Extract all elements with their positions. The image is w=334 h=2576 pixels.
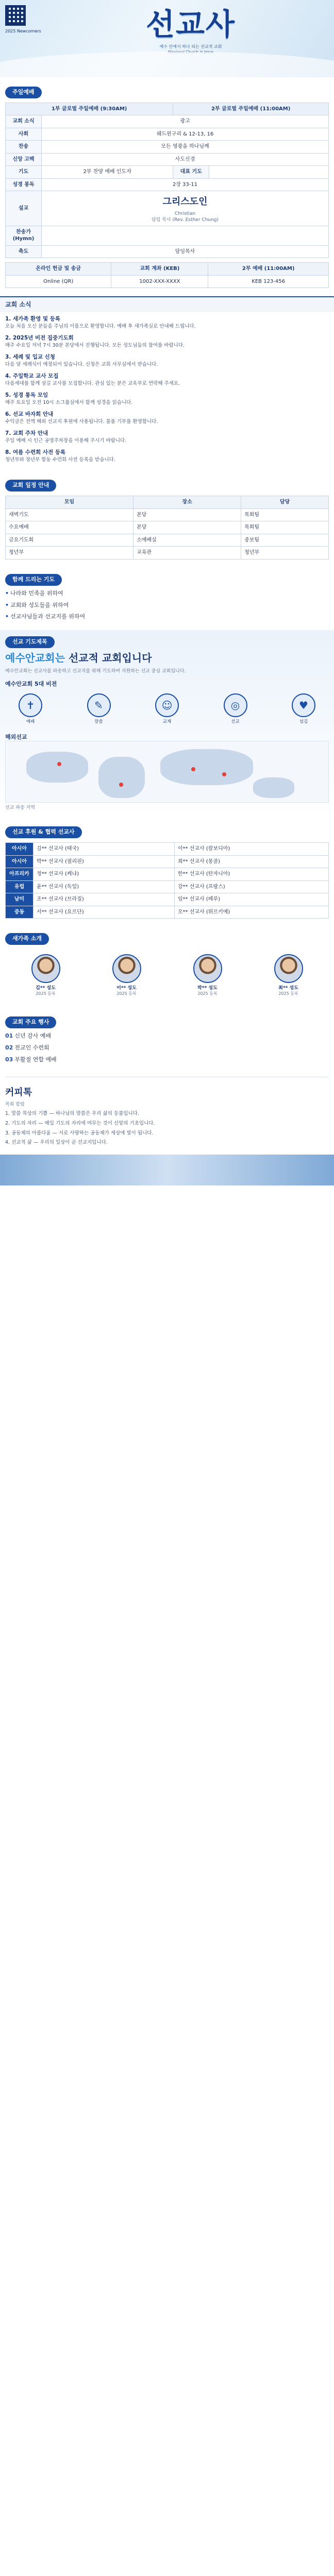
column-para: 1. 말씀 묵상의 기쁨 — 하나님의 말씀은 우리 삶의 등불입니다. <box>5 1110 139 1116</box>
notice-item-title: 2. 2025년 비전 집중기도회 <box>5 334 74 341</box>
mission-headline <box>5 651 329 665</box>
table-row <box>6 521 329 534</box>
continent-shape <box>160 749 253 785</box>
news-date: 01 <box>5 1032 13 1039</box>
hero-wave <box>0 52 334 77</box>
column-body <box>0 1101 334 1155</box>
notice-item <box>5 353 329 368</box>
prayer-text: 선교사님들과 선교지를 위하여 <box>10 613 86 620</box>
prayer-item <box>5 602 329 609</box>
person-name: 김** 성도 <box>36 986 56 991</box>
qr-code-icon[interactable] <box>5 5 26 26</box>
schedule-cell: 청년부 <box>6 547 133 560</box>
news-text: 부활절 연합 예배 <box>14 1056 57 1063</box>
schedule-cell: 새벽기도 <box>6 509 133 521</box>
missionaries-table <box>5 842 329 919</box>
hymn-label: 찬송가 (Hymn) <box>6 226 42 245</box>
vision-label: 예배 <box>26 719 35 725</box>
bullet-icon: • <box>5 613 9 620</box>
person-desc: 2025 등록 <box>116 991 137 996</box>
avatar <box>193 954 222 983</box>
table-row <box>6 868 329 881</box>
offering-cell: 1002-XXX-XXXX <box>111 275 208 288</box>
vision-title: 예수안교회 5대 비전 <box>5 681 57 688</box>
offering-header: 온라인 헌금 및 송금 <box>6 263 111 276</box>
mission-section <box>0 630 334 817</box>
row-value: 광고 <box>42 115 329 128</box>
footer-image <box>0 1155 334 1185</box>
prayer-section <box>0 565 334 630</box>
vision-label: 말씀 <box>94 719 103 725</box>
row-label: 찬송 <box>6 141 42 154</box>
column-sub: 목회 칼럼 <box>5 1101 25 1107</box>
table-row <box>6 509 329 521</box>
vision-step <box>221 693 250 725</box>
row-label: 교회 소식 <box>6 115 42 128</box>
row-value: 2부 찬양 예배 인도자 <box>42 166 173 179</box>
missionary-cell: 이** 선교사 (캄보디아) <box>174 843 328 856</box>
missionary-cell: 임** 선교사 (페루) <box>174 893 328 906</box>
prayer-text: 교회와 성도들을 위하여 <box>10 601 69 608</box>
schedule-cell: 본당 <box>133 521 241 534</box>
bullet-icon: • <box>5 601 9 608</box>
vision-icons <box>5 688 329 730</box>
news-item <box>5 1044 329 1052</box>
schedule-header: 장소 <box>133 496 241 509</box>
continent-shape <box>253 777 294 798</box>
blessing-value: 담임목사 <box>42 245 329 258</box>
missionary-cell: 서** 선교사 (요르단) <box>34 906 175 919</box>
bullet-icon: • <box>5 589 9 597</box>
worship-section <box>0 77 334 293</box>
news-section <box>0 1007 334 1073</box>
news-text: 전교인 수련회 <box>14 1044 49 1051</box>
world-map <box>5 741 329 803</box>
continent-cell: 아프리카 <box>6 868 34 881</box>
continent-cell: 중동 <box>6 906 34 919</box>
notice-item-body: 매주 토요일 오전 10시 소그룹실에서 함께 성경을 읽습니다. <box>5 399 133 405</box>
mission-pill: 선교 기도제목 <box>5 636 55 648</box>
notice-item-title: 7. 교회 주차 안내 <box>5 430 48 436</box>
avatar <box>274 954 303 983</box>
missionary-cell: 오** 선교사 (튀르키예) <box>174 906 328 919</box>
row-value: 모든 영광을 하나님께 <box>42 141 329 154</box>
missionaries-section <box>0 817 334 924</box>
row-value: 쉐드윈구리 & 12-13, 16 <box>42 128 329 141</box>
schedule-cell: 청년부 <box>241 547 329 560</box>
globe-icon: ◎ <box>224 693 247 717</box>
hero-banner <box>0 0 334 77</box>
missionary-cell: 조** 선교사 (브라질) <box>34 893 175 906</box>
news-date: 02 <box>5 1044 13 1051</box>
column-para: 4. 선교적 삶 — 우리의 일상이 곧 선교지입니다. <box>5 1140 108 1146</box>
schedule-cell: 소예배실 <box>133 534 241 547</box>
row-value: 사도신경 <box>42 153 329 166</box>
schedule-cell: 중보팀 <box>241 534 329 547</box>
column-para: 3. 공동체의 아름다움 — 서로 사랑하는 공동체가 세상에 빛이 됩니다. <box>5 1130 154 1136</box>
first-service-header: 1부 글로벌 주일예배 (9:30AM) <box>6 103 173 115</box>
person-card <box>104 954 150 997</box>
continent-cell: 아시아 <box>6 843 34 856</box>
table-row <box>6 855 329 868</box>
tagline: 예수 안에서 하나 되는 선교적 교회 <box>159 44 222 49</box>
schedule-cell: 교육관 <box>133 547 241 560</box>
map-legend: 선교 파송 지역 <box>5 805 35 811</box>
hymn-value <box>42 226 329 245</box>
worship-table <box>5 103 329 259</box>
notice-item <box>5 411 329 426</box>
notice-item-title: 1. 새가족 환영 및 등록 <box>5 315 61 322</box>
person-card <box>23 954 69 997</box>
missionary-cell: 박** 선교사 (필리핀) <box>34 855 175 868</box>
preacher: 담임 목사 (Rev. Esther Chung) <box>151 217 219 223</box>
vision-label: 교제 <box>162 719 172 725</box>
continent-cell: 남미 <box>6 893 34 906</box>
person-card <box>265 954 312 997</box>
table-row <box>6 534 329 547</box>
second-service-header: 2부 글로벌 주일예배 (11:00AM) <box>173 103 329 115</box>
person-desc: 2025 등록 <box>36 991 56 996</box>
hero-small-label: 2025 Newcomers <box>5 29 41 33</box>
continent-shape <box>26 752 88 783</box>
schedule-header: 담당 <box>241 496 329 509</box>
continent-cell: 아시아 <box>6 855 34 868</box>
vision-label: 섬김 <box>299 719 308 725</box>
worship-icon: ✝ <box>19 693 42 717</box>
schedule-cell: 본당 <box>133 509 241 521</box>
missionary-cell: 정** 선교사 (케냐) <box>34 868 175 881</box>
mission-headline-1: 예수안교회는 <box>5 652 65 665</box>
row-label: 신앙 고백 <box>6 153 42 166</box>
notice-item-title: 8. 여름 수련회 사전 등록 <box>5 449 66 455</box>
notice-item-title: 3. 세례 및 입교 신청 <box>5 353 55 360</box>
schedule-pill: 교회 일정 안내 <box>5 480 56 492</box>
heart-icon: ♥ <box>292 693 315 717</box>
notice-item-title: 5. 성경 통독 모임 <box>5 392 48 398</box>
notice-item-body: 오늘 처음 오신 분들을 주님의 이름으로 환영합니다. 예배 후 새가족실로 안내해 드립니다. <box>5 323 196 329</box>
table-row <box>6 547 329 560</box>
news-item <box>5 1056 329 1064</box>
schedule-table <box>5 496 329 560</box>
person-card <box>185 954 231 997</box>
offering-table <box>5 262 329 288</box>
row-value-2 <box>209 166 329 179</box>
missionary-cell: 윤** 선교사 (독일) <box>34 880 175 893</box>
notice-item <box>5 372 329 387</box>
people-row <box>5 949 329 1002</box>
column-para: 2. 기도의 자리 — 매일 기도의 자리에 머무는 것이 신앙의 기초입니다. <box>5 1120 155 1126</box>
blessing-label: 축도 <box>6 245 42 258</box>
notice-item <box>5 449 329 464</box>
notice-item-body: 수익금은 전액 해외 선교지 후원에 사용됩니다. 물품 기부를 환영합니다. <box>5 418 158 425</box>
family-section <box>0 924 334 1007</box>
schedule-header: 모임 <box>6 496 133 509</box>
column-title: 커피톡 <box>5 1087 32 1098</box>
news-date: 03 <box>5 1056 13 1063</box>
missionary-cell: 김** 선교사 (태국) <box>34 843 175 856</box>
map-title: 해외선교 <box>5 733 27 740</box>
schedule-cell: 목회팀 <box>241 509 329 521</box>
schedule-cell: 금요기도회 <box>6 534 133 547</box>
offering-header: 교회 계좌 (KEB) <box>111 263 208 276</box>
notice-list <box>0 312 334 471</box>
church-logo <box>139 4 242 55</box>
table-row <box>6 843 329 856</box>
missionary-cell: 최** 선교사 (몽골) <box>174 855 328 868</box>
notice-item-body: 다음 달 세례식이 예정되어 있습니다. 신청은 교회 사무실에서 받습니다. <box>5 361 158 367</box>
notice-item <box>5 392 329 406</box>
table-row <box>6 880 329 893</box>
person-name: 최** 성도 <box>278 986 298 991</box>
notice-section <box>0 296 334 470</box>
mission-desc: 예수안교회는 선교사를 파송하고 선교지를 위해 기도하며 지원하는 선교 중심 교회입니다. <box>5 669 186 674</box>
notice-item-body: 다음세대를 함께 섬길 교사를 모집합니다. 관심 있는 분은 교육부로 연락해 주세요. <box>5 380 180 386</box>
vision-step <box>84 693 114 725</box>
mission-headline-2: 선교적 교회입니다 <box>68 652 152 665</box>
person-name: 이** 성도 <box>116 986 137 991</box>
sermon-box <box>42 191 329 226</box>
prayer-text: 나라와 민족을 위하여 <box>10 589 63 597</box>
vision-step <box>289 693 319 725</box>
missionaries-pill: 선교 후원 & 협력 선교사 <box>5 826 82 838</box>
table-row <box>6 893 329 906</box>
schedule-section <box>0 470 334 564</box>
notice-title: 교회 소식 <box>0 296 334 312</box>
row-label-2: 대표 기도 <box>173 166 209 179</box>
column-section <box>0 1081 334 1155</box>
news-item <box>5 1032 329 1040</box>
schedule-cell: 수요예배 <box>6 521 133 534</box>
missionary-cell: 강** 선교사 (프랑스) <box>174 880 328 893</box>
row-label: 성경 봉독 <box>6 178 42 191</box>
avatar <box>31 954 60 983</box>
news-text: 신년 감사 예배 <box>14 1032 52 1039</box>
notice-item <box>5 334 329 349</box>
row-label: 사회 <box>6 128 42 141</box>
person-name: 박** 성도 <box>197 986 218 991</box>
row-label: 기도 <box>6 166 42 179</box>
news-pill: 교회 주요 행사 <box>5 1016 56 1028</box>
missionary-cell: 한** 선교사 (탄자니아) <box>174 868 328 881</box>
notice-item-body: 청년부와 장년부 합동 수련회 사전 등록을 받습니다. <box>5 456 115 463</box>
offering-cell[interactable]: Online (QR) <box>6 275 111 288</box>
sermon-en: Christian <box>174 211 196 216</box>
schedule-cell: 목회팀 <box>241 521 329 534</box>
continent-cell: 유럽 <box>6 880 34 893</box>
people-icon: ☺ <box>155 693 179 717</box>
sermon-label: 설교 <box>6 191 42 226</box>
vision-step <box>15 693 45 725</box>
person-desc: 2025 등록 <box>197 991 218 996</box>
prayer-item <box>5 590 329 598</box>
continent-shape <box>98 757 145 798</box>
avatar <box>112 954 141 983</box>
sermon-title: 그리스도인 <box>162 196 208 208</box>
row-value: 2장 33-11 <box>42 178 329 191</box>
prayer-item <box>5 613 329 621</box>
vision-step <box>152 693 182 725</box>
notice-item <box>5 430 329 445</box>
prayer-pill: 함께 드리는 기도 <box>5 574 62 586</box>
family-pill: 새가족 소개 <box>5 933 49 945</box>
offering-cell: KEB 123-456 <box>208 275 329 288</box>
table-row <box>6 906 329 919</box>
worship-pill: 주일예배 <box>5 87 42 98</box>
person-desc: 2025 등록 <box>278 991 298 996</box>
vision-label: 선교 <box>231 719 240 725</box>
notice-item-title: 4. 주일학교 교사 모집 <box>5 372 59 379</box>
notice-item-title: 6. 선교 바자회 안내 <box>5 411 54 417</box>
logo-text: 선교사 <box>145 7 236 42</box>
book-icon: ✎ <box>87 693 111 717</box>
notice-item <box>5 315 329 330</box>
notice-item-body: 주일 예배 시 인근 공영주차장을 이용해 주시기 바랍니다. <box>5 437 127 444</box>
notice-item-body: 매주 수요일 저녁 7시 30분 본당에서 진행됩니다. 모든 성도님들의 참여를 바랍니다. <box>5 342 185 348</box>
offering-header: 2부 예배 (11:00AM) <box>208 263 329 276</box>
